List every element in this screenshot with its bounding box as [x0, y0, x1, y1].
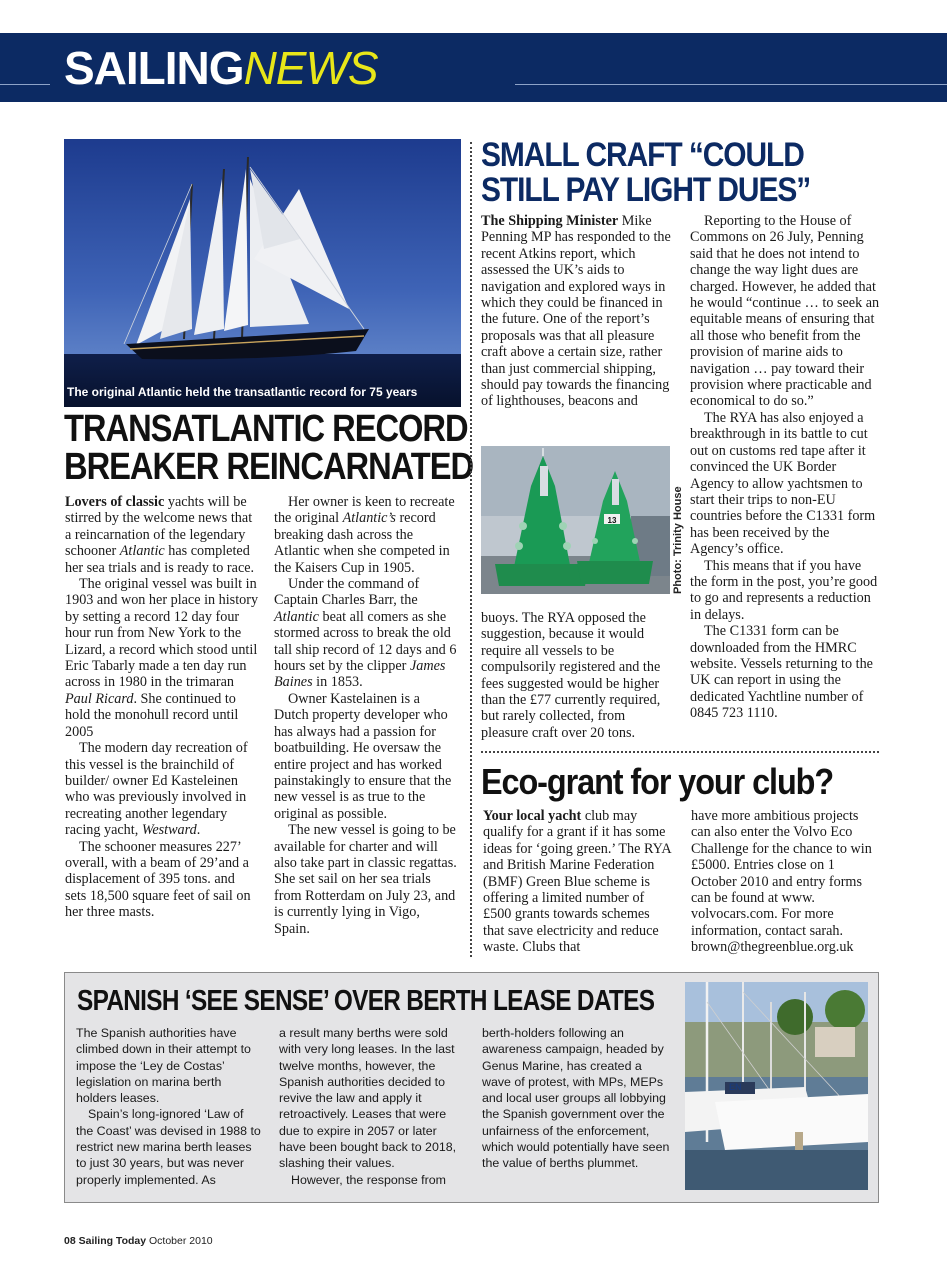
paragraph: The C1331 form can be downloaded from the HMRC website. Vessels returning to the UK can report in using the dedicated Yachtline number of 0845 723 1110. [690, 623, 873, 722]
eco-column-1 [483, 808, 673, 956]
paragraph: The RYA has also enjoyed a breakthrough in its battle to cut out on customs red tape after it convinced the UK Border Agency to allow yachtsmen to start their trips to non-EU countries before the C1331 form has been received by the Agency’s office. [690, 409, 876, 558]
spanish-column-3 [482, 1025, 672, 1172]
paragraph: berth-holders following an awareness campaign, headed by Genus Marine, has created a wave of protest, with MPs, MEPs and local user groups all lobbying the Spanish government over the unfairness of the enforcement, which would potentially have seen the value of berths plummet. [482, 1026, 670, 1171]
headline-line: STILL PAY LIGHT DUES” [481, 171, 811, 209]
column-divider [470, 142, 472, 957]
paragraph: This means that if you have the form in the post, you’re good to go and represents a reduction in delays. [690, 557, 878, 623]
masthead-title-bold: SAILING [64, 42, 244, 94]
headline-line: BREAKER REINCARNATED [64, 446, 474, 488]
paragraph: Lovers of classic yachts will be stirred by the welcome news that a reincarnation of the legendary schooner Atlantic has completed her sea trials and is ready to race. [65, 494, 255, 576]
masthead-rule-right [515, 84, 947, 85]
photo-caption: The original Atlantic held the transatlantic record for 75 years [67, 385, 418, 399]
light-dues-headline [481, 138, 810, 208]
section-divider [481, 751, 879, 753]
masthead-title-light: NEWS [243, 42, 378, 94]
eco-column-2 [691, 808, 881, 956]
masthead-banner [0, 33, 947, 102]
schooner-illustration [64, 139, 461, 407]
paragraph: Spain’s long-ignored ‘Law of the Coast’ was devised in 1988 to restrict new marina berth leases to just 30 years, but was never properly implemented. As [76, 1107, 261, 1187]
spanish-headline: SPANISH ‘SEE SENSE’ OVER BERTH LEASE DATES [77, 985, 655, 1017]
paragraph: The Shipping Minister Mike Penning MP has responded to the recent Atkins report, which assessed the UK’s aids to navigation and explored ways in which they could be financed in the future. One of the report’s proposals was that all pleasure craft above a certain size, rather than just commercial shipping, should pay towards the financing of lighthouses, beacons and [481, 213, 671, 410]
photo-credit: Photo: Trinity House [672, 486, 684, 594]
paragraph: The schooner measures 227’ overall, with a beam of 29’and a displacement of 395 tons. and sets 18,500 square feet of sail on her three masts. [65, 838, 251, 921]
issue-date: October 2010 [149, 1235, 213, 1247]
schooner-photo [64, 139, 461, 407]
lead-in: Lovers of classic [65, 494, 165, 510]
headline-line: TRANSATLANTIC RECORD [64, 408, 468, 450]
boat-label: EN [729, 1082, 742, 1092]
paragraph: The modern day recreation of this vessel is the brainchild of builder/ owner Ed Kasteleinen who was previously involved in recreating another legendary racing yacht, Westward. [65, 740, 248, 839]
light-dues-column-1 [481, 213, 673, 410]
buoy-number: 13 [607, 516, 617, 525]
paragraph: a result many berths were sold with very long leases. In the last twelve months, however, the Spanish authorities decided to revive the law and apply it retroactively. Leases that were due to expire in 2057 or later have been bought back to 2018, slashing their values. [279, 1026, 457, 1171]
paragraph: The original vessel was built in 1903 and won her place in history by setting a record 12 day four hour run from New York to the Lizard, a record which stood until Eric Tabarly made a ten day run across in 1980 in the trimaran Paul Ricard. She continued to hold the monohull record until 2005 [65, 576, 259, 740]
marina-photo [685, 982, 868, 1190]
buoys-illustration [481, 446, 670, 594]
atlantic-column-2 [274, 494, 458, 937]
page-reference: 08 Sailing Today [64, 1235, 147, 1247]
lead-in: The Shipping Minister [481, 213, 619, 229]
marina-illustration [685, 982, 868, 1190]
lead-in: Your local yacht [483, 808, 582, 824]
paragraph: Owner Kastelainen is a Dutch property developer who has always had a passion for boatbuilding. He oversaw the entire project and has worked painstakingly to ensure that the new vessel is as true to the original as possible. [274, 690, 452, 822]
atlantic-column-1 [65, 494, 259, 921]
paragraph: have more ambitious projects can also enter the Volvo Eco Challenge for the chance to win £5000. Entries close on 1 October 2010 and entry forms can be found at www. volvocars.com. For more information, contact sarah. brown@thegreenblue.org.uk [691, 808, 872, 956]
paragraph: However, the response from [291, 1172, 446, 1187]
headline-line: SMALL CRAFT “COULD [481, 136, 804, 174]
light-dues-column-1-continued [481, 610, 673, 741]
paragraph: buoys. The RYA opposed the suggestion, because it would require all vessels to be compulsorily registered and the fees suggested would be higher than the £77 currently required, but rarely collected, from pleasure craft over 20 tons. [481, 610, 661, 741]
paragraph: Her owner is keen to recreate the original Atlantic’s record breaking dash across the Atlantic when she competed in the Kaisers Cup in 1905. [274, 494, 455, 576]
paragraph: The new vessel is going to be available for charter and will also take part in classic regattas. She set sail on her sea trials from Rotterdam on July 23, and is currently lying in Vigo, Spain. [274, 822, 457, 937]
transatlantic-headline [64, 410, 473, 486]
spanish-berth-boxout [64, 972, 879, 1203]
masthead-title [64, 41, 378, 95]
paragraph: Your local yacht club may qualify for a grant if it has some ideas for ‘going green.’ The RYA and British Marine Federation (BMF) Green Blue scheme is offering a limited number of £500 grants towards schemes that save electricity and reduce waste. Clubs that [483, 808, 671, 956]
eco-grant-headline: Eco-grant for your club? [481, 761, 834, 802]
masthead-rule-left [0, 84, 50, 85]
page-footer [64, 1235, 213, 1247]
spanish-column-1 [76, 1025, 262, 1188]
paragraph: Under the command of Captain Charles Barr, the Atlantic beat all comers as she stormed across to break the old tall ship record of 12 days and 6 hours set by the clipper James Baines in 1853. [274, 576, 457, 691]
paragraph: The Spanish authorities have climbed down in their attempt to impose the ‘Ley de Costas’ legislation on marina berth holders leases. [76, 1026, 251, 1106]
buoys-photo [481, 446, 670, 594]
paragraph: Reporting to the House of Commons on 26 July, Penning said that he does not intend to change the way light dues are charged. However, he added that he would “continue … to seek an equitable means of ensuring that all those who benefit from the provision of marine aids to navigation … pay toward their provision where practicable and economical to do so.” [690, 213, 880, 410]
light-dues-column-2 [690, 213, 880, 722]
spanish-column-2 [279, 1025, 465, 1188]
